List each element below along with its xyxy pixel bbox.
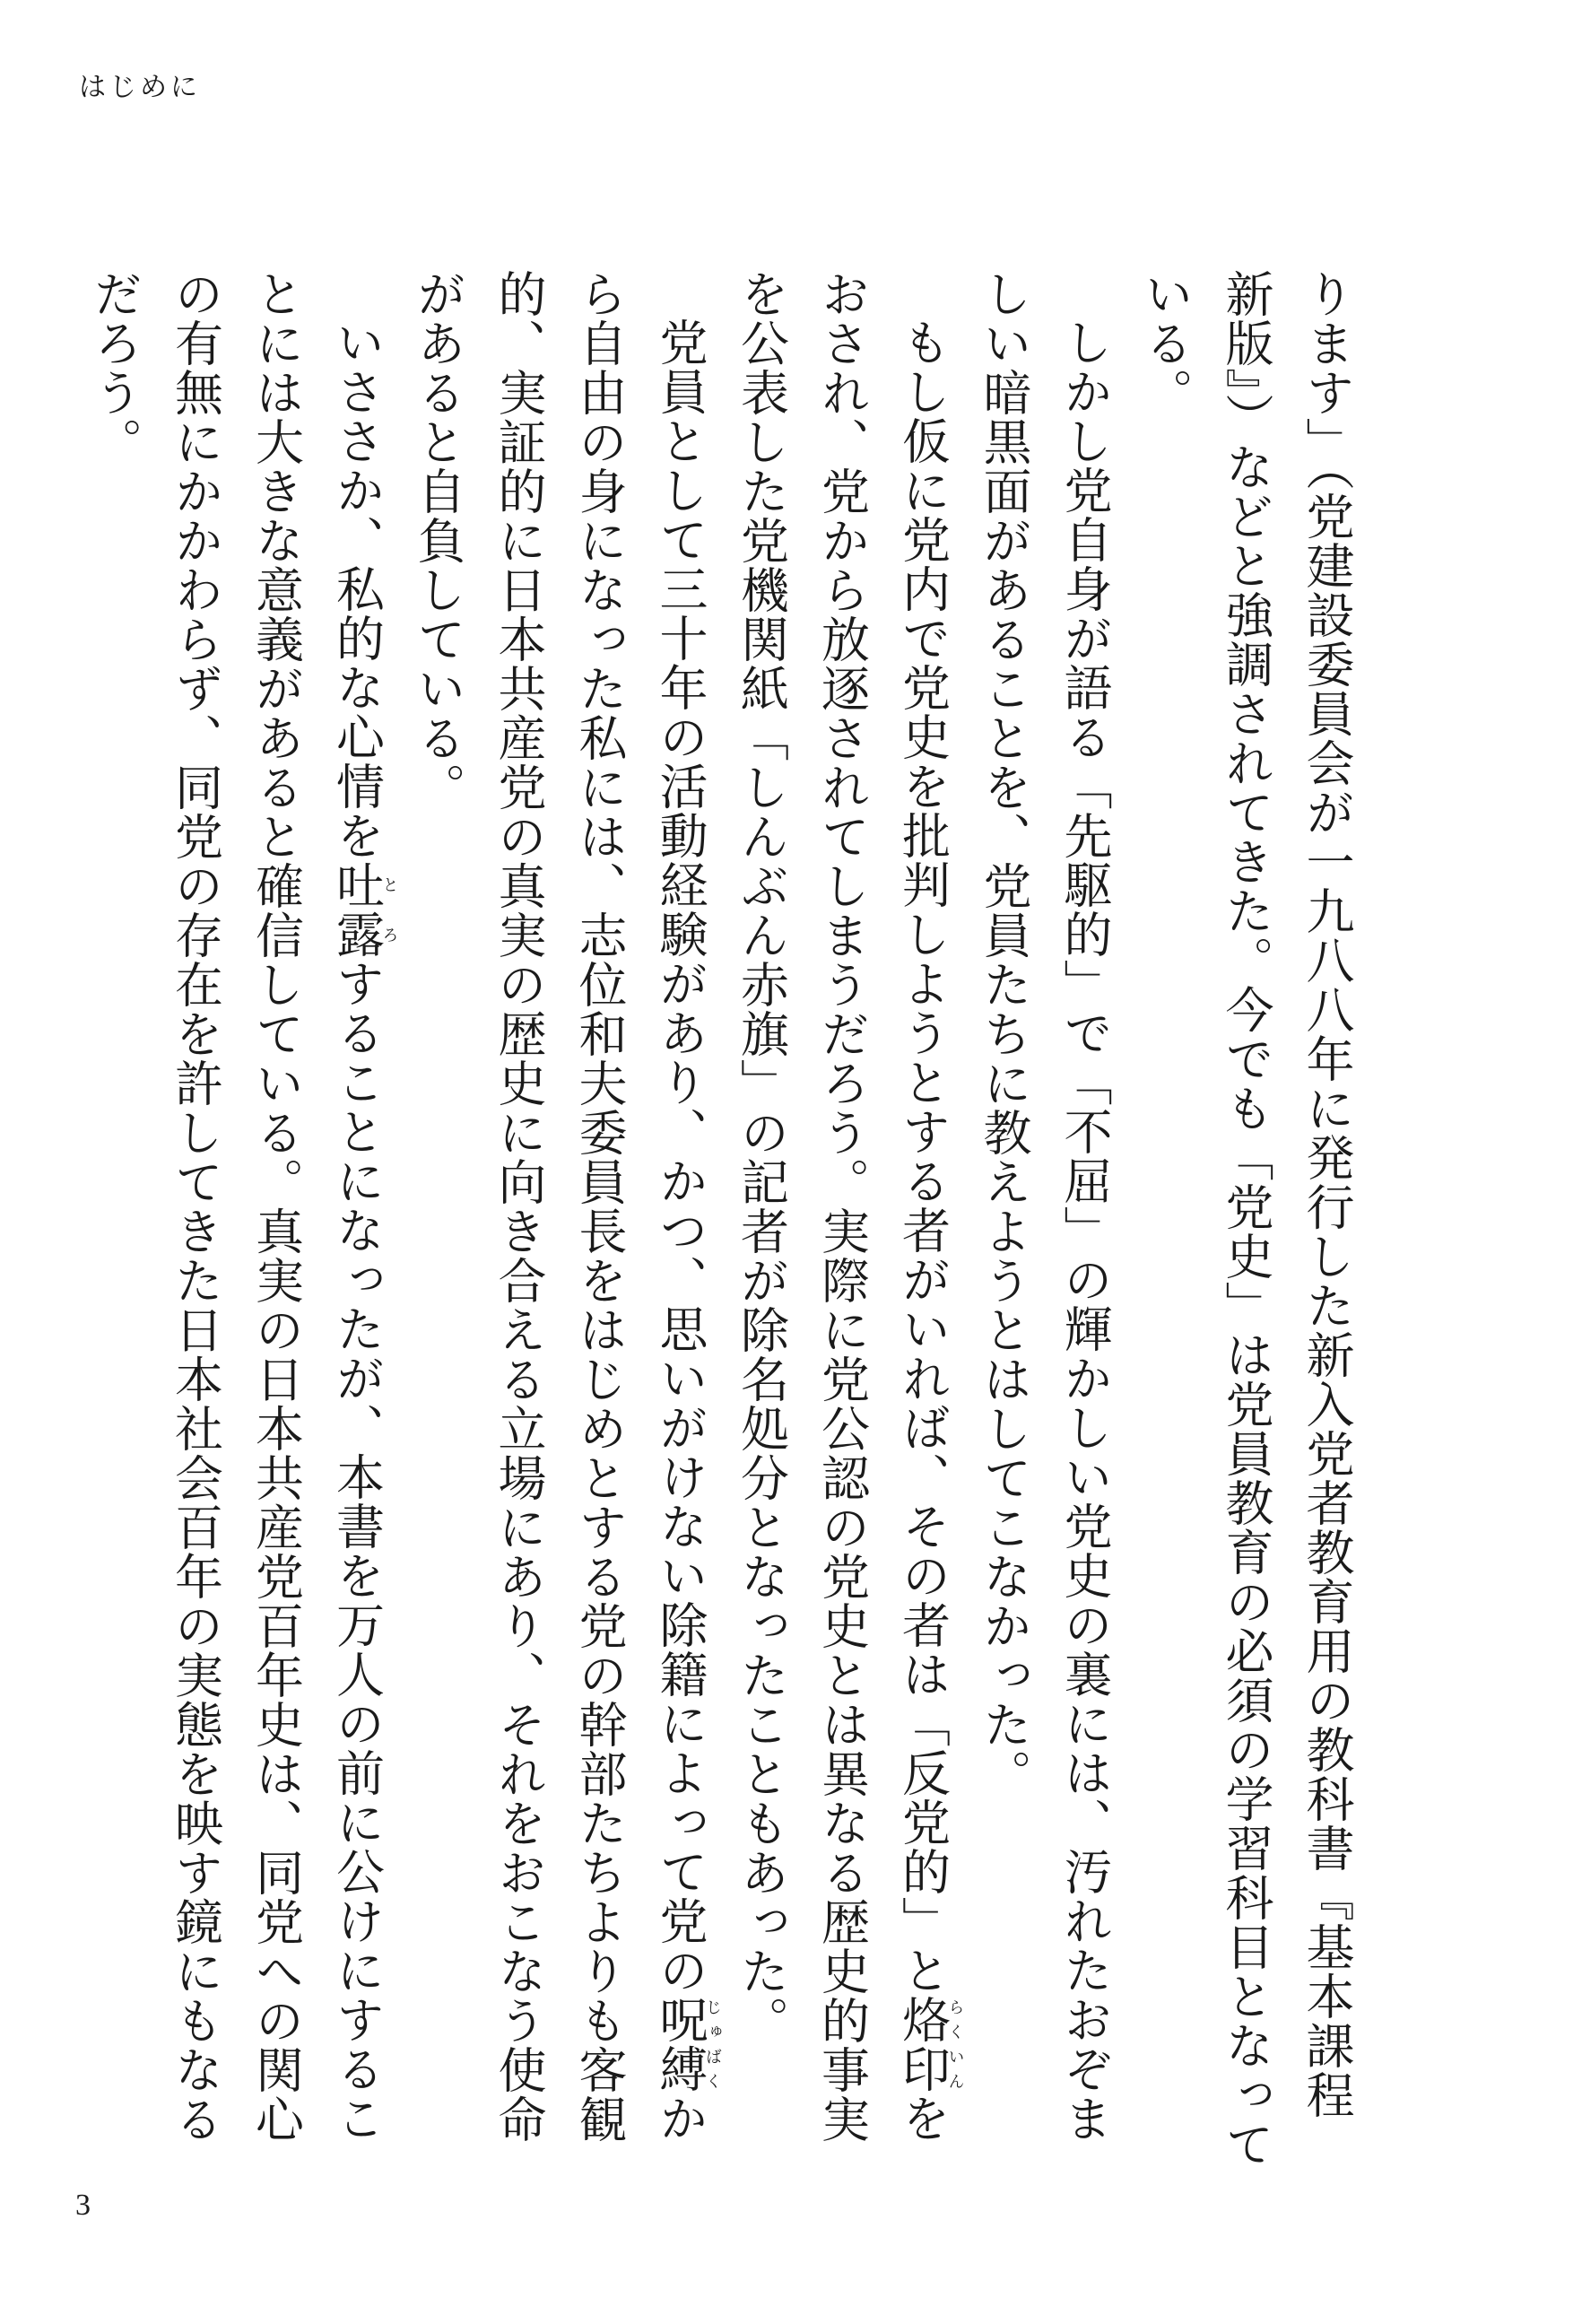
paragraph-3: [721, 269, 964, 2180]
ruby-rakuin-base: 烙印: [894, 1995, 952, 2093]
paragraph-4-part-1: 党員として三十年の活動経験があり、かつ、思いがけない除籍によって党の: [652, 318, 708, 1995]
ruby-rakuin: [894, 1995, 965, 2093]
paragraph-4-part-2: から自由の身になった私には、志位和夫委員長をはじめとする党の幹部たちよりも客観的、実証的に日本共産党の真実の歴史に向き合える立場にあり、それをおこなう使命があると自負している。: [410, 269, 708, 2144]
ruby-jubaku: [652, 1995, 722, 2093]
ruby-rakuin-reading: らくいん: [945, 1995, 965, 2093]
ruby-jubaku-base: 呪縛: [652, 1995, 708, 2093]
paragraph-5-part-1: いささか、私的な心情を: [328, 318, 386, 860]
running-head: はじめに: [79, 72, 201, 103]
paragraph-4: [397, 269, 721, 2180]
paragraph-2: しかし党自身が語る「先駆的」で「不屈」の輝かしい党史の裏には、汚れたおぞましい暗黒面があることを、党員たちに教えようとはしてこなかった。: [976, 269, 1113, 2143]
paragraph-3-part-2: をおされ、党から放逐されてしまうだろう。実際に党公認の党史とは異なる歴史的事実を公表した党機関紙「しんぶん赤旗」の記者が除名処分となったこともあった。: [733, 269, 952, 2144]
ruby-toro-base: 吐露: [328, 860, 386, 959]
paragraph-3-part-1: もし仮に党内で党史を批判しようとする者がいれば、その者は「反党的」と: [894, 318, 952, 1995]
signature-spacer: [0, 269, 74, 2180]
paragraph-5-part-2: することになったが、本書を万人の前に公けにすることには大きな意義があると確信している。真実の日本共産党百年史は、同党への関心の有無にかかわらず、同党の存在を許してきた日本社会百年の実態を映す鏡にもなるだろう。: [86, 269, 386, 2144]
paragraph-1: ります」（党建設委員会が一九八八年に発行した新入党者教育用の教科書『基本課程 新版』）などと強調されてきた。今でも「党史」は党員教育の必須の学習科目となっている。: [1137, 269, 1355, 2169]
ruby-toro-reading: とろ: [379, 860, 399, 959]
body-text: [0, 269, 1367, 2180]
ruby-jubaku-reading: じゅばく: [703, 1995, 722, 2093]
ruby-toro: [328, 860, 399, 959]
page-number: 3: [75, 2189, 91, 2222]
paragraph-5: [74, 269, 398, 2180]
